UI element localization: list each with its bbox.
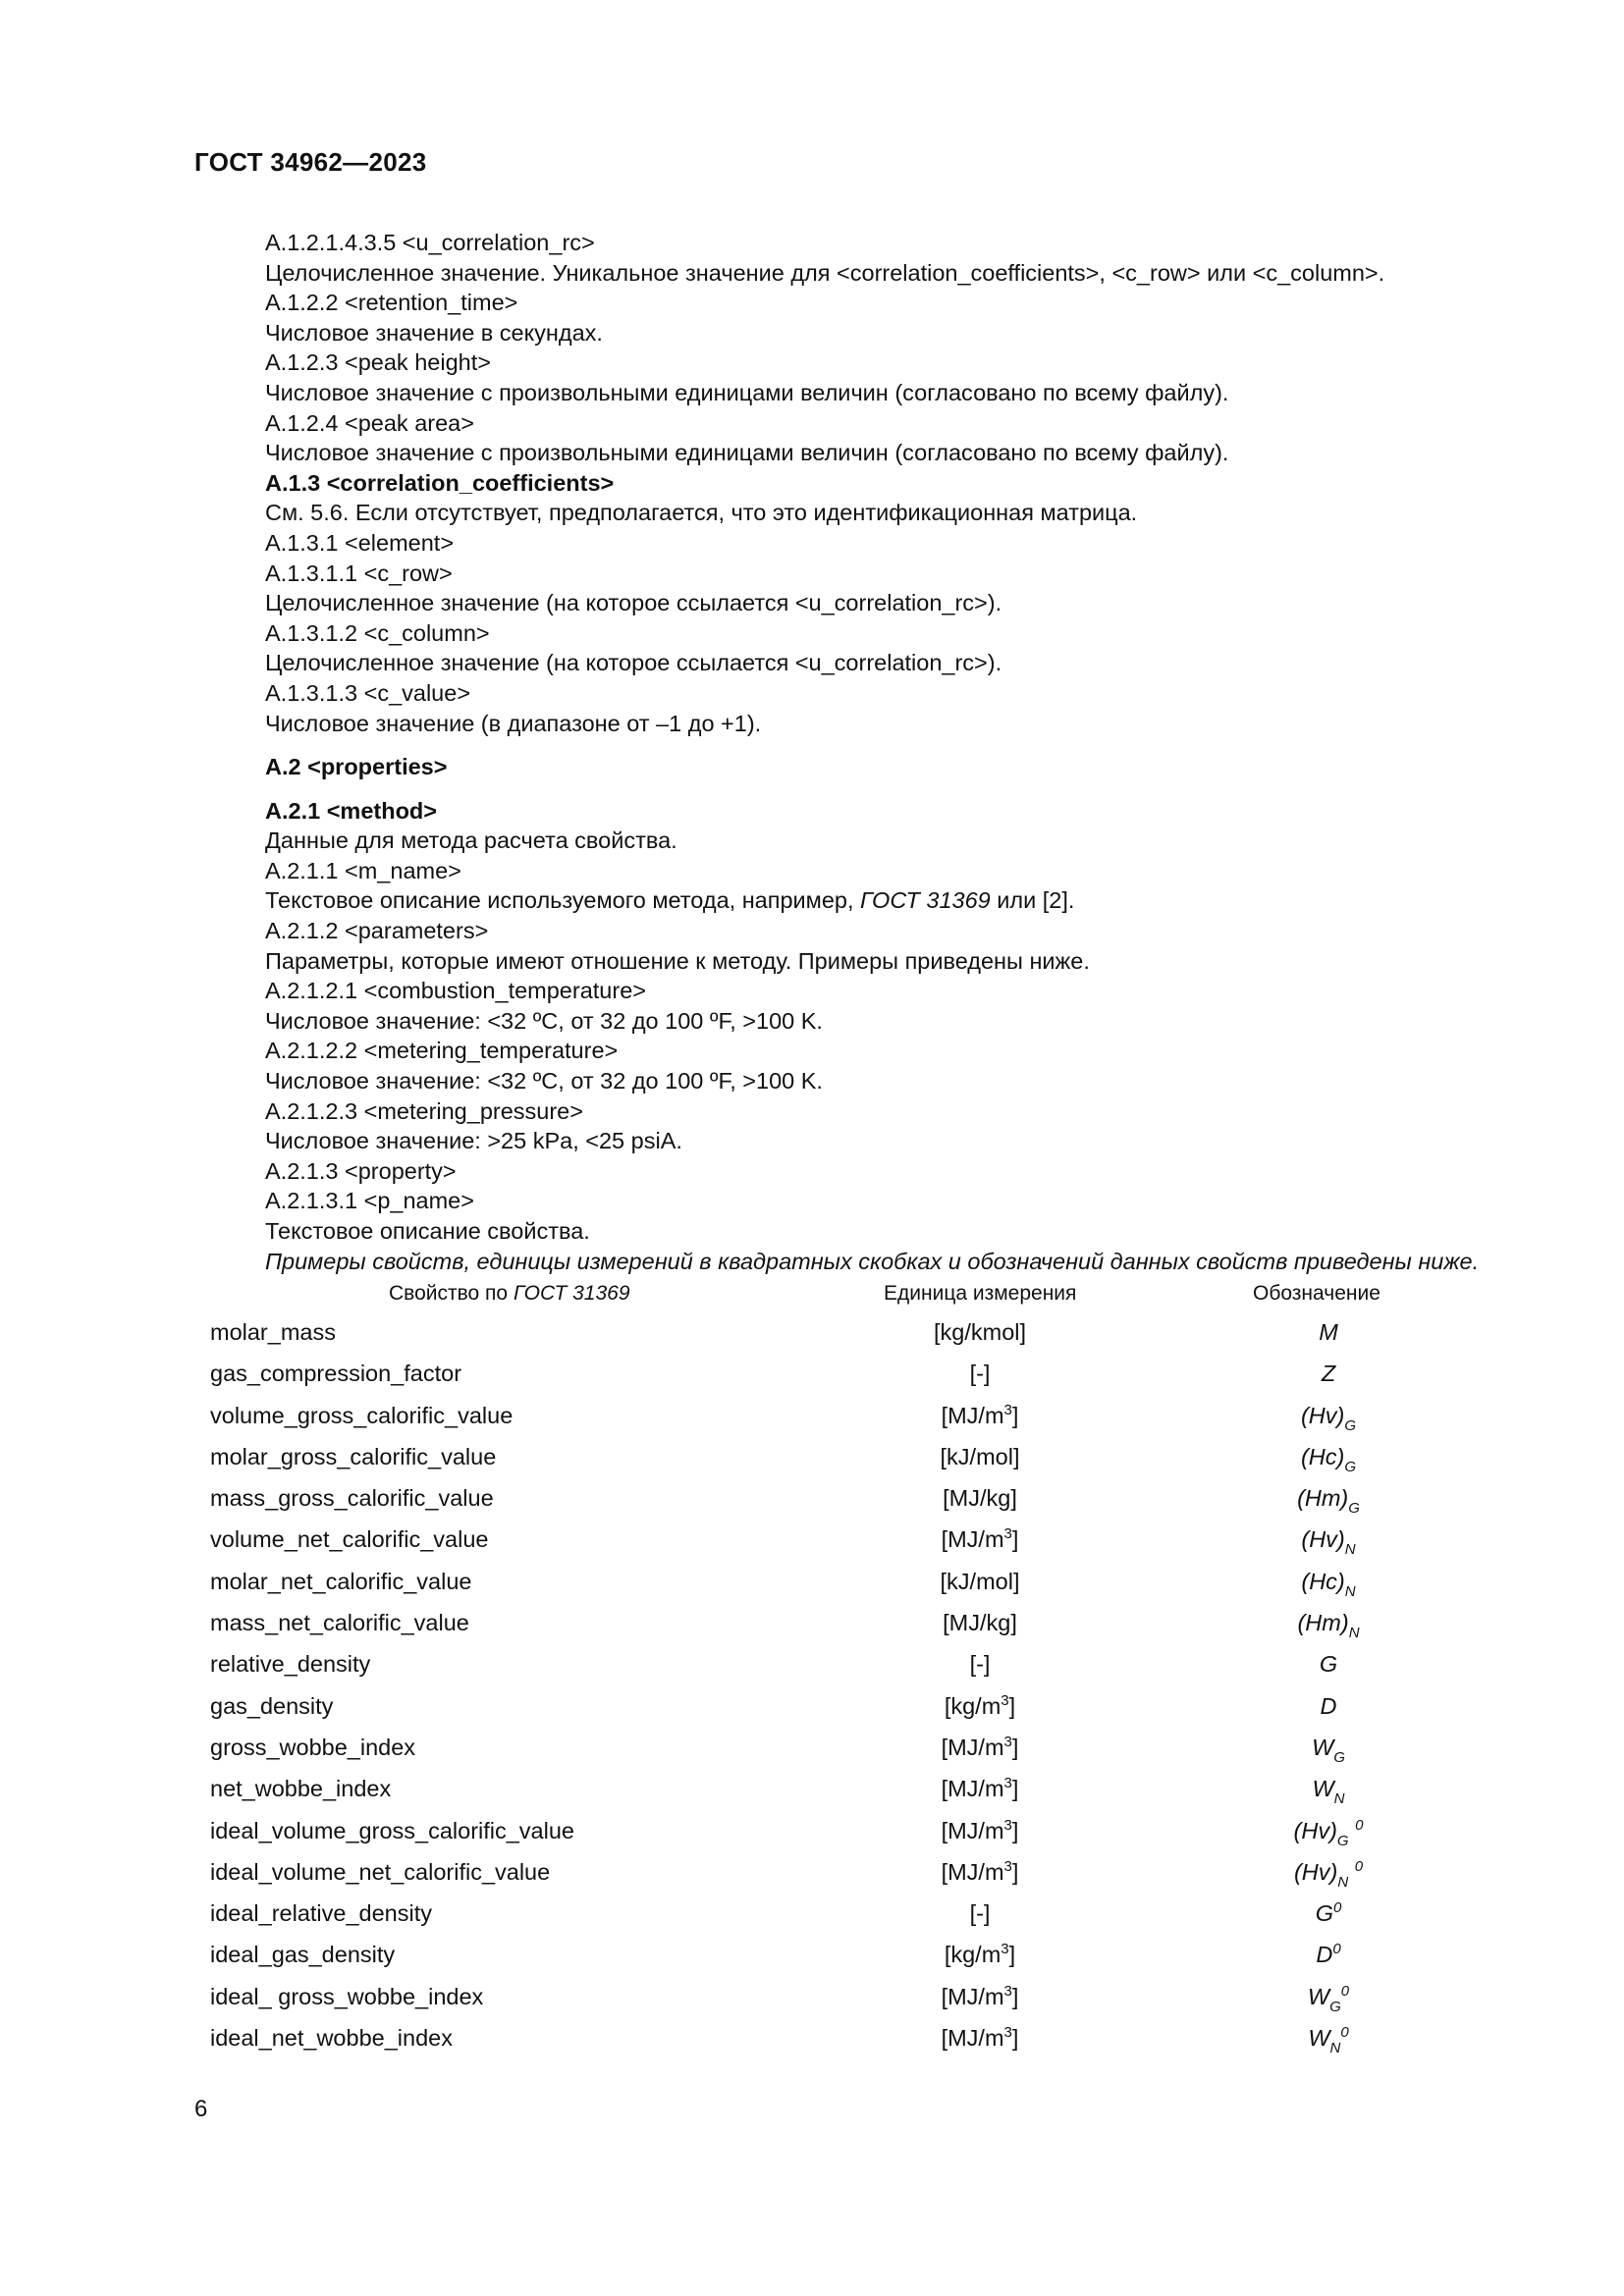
table-row: [194, 1851, 1471, 1893]
symbol: $(Hc)_N$: [1301, 1568, 1356, 1600]
property-name: mass_net_calorific_value: [210, 1610, 469, 1636]
property-name: ideal_gas_density: [210, 1942, 396, 1968]
unit: [-]: [969, 1651, 991, 1678]
unit: [kJ/mol]: [940, 1443, 1020, 1469]
property-name: ideal_relative_density: [210, 1900, 433, 1927]
body-line: Текстовое описание используемого метода, например, ГОСТ 31369 или [2].: [265, 887, 1075, 914]
property-name: ideal_net_wobbe_index: [210, 2025, 453, 2052]
table-row: [194, 1768, 1471, 1809]
table-row: [194, 1436, 1471, 1477]
table-row: [194, 1976, 1471, 2017]
table-row: [194, 1519, 1471, 1560]
body-line: Числовое значение с произвольными единицами величин (согласовано по всему файлу).: [265, 379, 1229, 405]
body-line: A.1.3.1.3 <c_value>: [265, 679, 471, 706]
unit: $[MJ/m^3]$: [941, 1857, 1019, 1885]
table-row: [194, 1893, 1471, 1934]
body-line: A.2.1.1 <m_name>: [265, 857, 461, 883]
unit: $[MJ/m^3]$: [941, 1733, 1019, 1760]
property-name: volume_gross_calorific_value: [210, 1402, 514, 1428]
symbol: D: [1320, 1692, 1337, 1719]
unit: [MJ/kg]: [943, 1610, 1017, 1636]
unit: [kJ/mol]: [940, 1568, 1020, 1594]
document-header: ГОСТ 34962—2023: [194, 147, 427, 177]
unit: [-]: [969, 1361, 991, 1387]
body-line: Целочисленное значение (на которое ссылается <u_correlation_rc>).: [265, 590, 1002, 616]
unit: [-]: [969, 1900, 991, 1927]
body-line: Числовое значение в секундах.: [265, 319, 603, 346]
unit: $[kg/m^3]$: [944, 1941, 1016, 1968]
symbol: $(Hc)_G$: [1300, 1443, 1357, 1475]
unit: $[MJ/m^3]$: [941, 1982, 1019, 2009]
body-line: A.2.1.2 <parameters>: [265, 918, 489, 944]
symbol: $D^0$: [1316, 1941, 1341, 1968]
symbol: $W_N$: [1312, 1776, 1345, 1808]
table-body: [194, 1311, 1471, 2058]
symbol: $(Hm)_N$: [1297, 1610, 1360, 1642]
symbol: $(Hv)_N$: [1301, 1526, 1356, 1559]
column-header-property: Свойство по ГОСТ 31369: [389, 1282, 630, 1305]
body-line: Числовое значение (в диапазоне от –1 до +1).: [265, 710, 762, 736]
symbol: Z: [1321, 1361, 1336, 1387]
section-heading: A.2.1 <method>: [265, 797, 437, 824]
body-line: A.1.3.1.2 <c_column>: [265, 619, 490, 646]
symbol: $(Hv)_G$ $^0$: [1293, 1816, 1364, 1849]
table-row: [194, 1643, 1471, 1684]
section-heading: A.2 <properties>: [265, 754, 448, 780]
symbol: $(Hv)_G$: [1300, 1402, 1357, 1434]
body-line: Примеры свойств, единицы измерений в квадратных скобках и обозначений данных свойств приведены ниже.: [265, 1248, 1480, 1274]
body-line: Числовое значение с произвольными единицами величин (согласовано по всему файлу).: [265, 440, 1229, 466]
body-line: A.1.3.1 <element>: [265, 529, 455, 556]
table-row: [194, 1810, 1471, 1851]
section-heading: A.1.3 <correlation_coefficients>: [265, 469, 615, 496]
body-line: Целочисленное значение (на которое ссылается <u_correlation_rc>).: [265, 650, 1002, 676]
symbol: $G^0$: [1315, 1899, 1342, 1927]
property-name: net_wobbe_index: [210, 1776, 392, 1802]
property-name: mass_gross_calorific_value: [210, 1485, 494, 1512]
symbol: $W_G^0$: [1307, 1982, 1350, 2015]
property-name: volume_net_calorific_value: [210, 1526, 489, 1553]
column-header-unit: Единица измерения: [884, 1282, 1077, 1305]
unit: $[MJ/m^3]$: [941, 1401, 1019, 1428]
table-row: [194, 1934, 1471, 1975]
unit: $[kg/m^3]$: [944, 1691, 1016, 1719]
property-name: gross_wobbe_index: [210, 1734, 416, 1760]
document-body: [265, 228, 1542, 1276]
property-name: molar_net_calorific_value: [210, 1568, 472, 1594]
property-name: molar_gross_calorific_value: [210, 1443, 497, 1469]
body-line: Числовое значение: <32 ºC, от 32 до 100 ºF, >100 K.: [265, 1007, 823, 1034]
property-name: ideal_ gross_wobbe_index: [210, 1983, 484, 2009]
table-row: [194, 1311, 1471, 1353]
body-line: См. 5.6. Если отсутствует, предполагается, что это идентификационная матрица.: [265, 500, 1138, 526]
body-line: A.1.3.1.1 <c_row>: [265, 560, 453, 586]
symbol: $W_N^0$: [1308, 2024, 1349, 2057]
page-number: 6: [194, 2096, 208, 2122]
property-name: ideal_volume_gross_calorific_value: [210, 1817, 574, 1843]
symbol: M: [1319, 1319, 1338, 1345]
symbol: $(Hv)_N$ $^0$: [1293, 1857, 1364, 1891]
body-line: A.1.2.3 <peak height>: [265, 349, 491, 376]
unit: $[MJ/m^3]$: [941, 1775, 1019, 1802]
table-row: [194, 1353, 1471, 1394]
body-line: Параметры, которые имеют отношение к методу. Примеры приведены ниже.: [265, 947, 1090, 974]
table-row: [194, 1561, 1471, 1602]
property-name: gas_density: [210, 1692, 334, 1719]
body-line: A.1.2.2 <retention_time>: [265, 290, 518, 316]
property-name: relative_density: [210, 1651, 371, 1678]
body-line: Целочисленное значение. Уникальное значение для <correlation_coefficients>, <c_row> или <c_column>.: [265, 259, 1385, 286]
table-header: [194, 1274, 1471, 1311]
body-line: A.1.2.1.4.3.5 <u_correlation_rc>: [265, 230, 595, 255]
symbol: $W_G$: [1312, 1734, 1345, 1766]
property-name: molar_mass: [210, 1319, 336, 1345]
table-row: [194, 2017, 1471, 2058]
table-row: [194, 1395, 1471, 1436]
body-line: A.2.1.2.2 <metering_temperature>: [265, 1038, 619, 1064]
table-row: [194, 1477, 1471, 1519]
body-line: A.2.1.2.1 <combustion_temperature>: [265, 978, 646, 1004]
body-line: A.1.2.4 <peak area>: [265, 409, 474, 436]
table-row: [194, 1727, 1471, 1768]
symbol: $(Hm)_G$: [1297, 1485, 1360, 1518]
unit: $[MJ/m^3]$: [941, 2024, 1019, 2052]
body-line: A.2.1.2.3 <metering_pressure>: [265, 1097, 583, 1124]
table-row: [194, 1685, 1471, 1727]
property-name: gas_compression_factor: [210, 1361, 462, 1387]
unit: $[MJ/m^3]$: [941, 1525, 1019, 1553]
properties-table: [194, 1274, 1471, 2058]
body-line: Числовое значение: <32 ºC, от 32 до 100 ºF, >100 K.: [265, 1068, 823, 1095]
body-line: A.2.1.3.1 <p_name>: [265, 1188, 474, 1214]
symbol: G: [1319, 1651, 1338, 1678]
body-line: Данные для метода расчета свойства.: [265, 828, 677, 854]
column-header-symbol: Обозначение: [1253, 1282, 1380, 1305]
property-name: ideal_volume_net_calorific_value: [210, 1858, 551, 1885]
table-row: [194, 1602, 1471, 1643]
unit: [kg/kmol]: [933, 1319, 1027, 1345]
unit: $[MJ/m^3]$: [941, 1816, 1019, 1843]
unit: [MJ/kg]: [943, 1485, 1017, 1512]
body-line: Текстовое описание свойства.: [265, 1218, 590, 1244]
body-line: A.2.1.3 <property>: [265, 1157, 457, 1184]
body-line: Числовое значение: >25 kPa, <25 psiA.: [265, 1128, 682, 1154]
